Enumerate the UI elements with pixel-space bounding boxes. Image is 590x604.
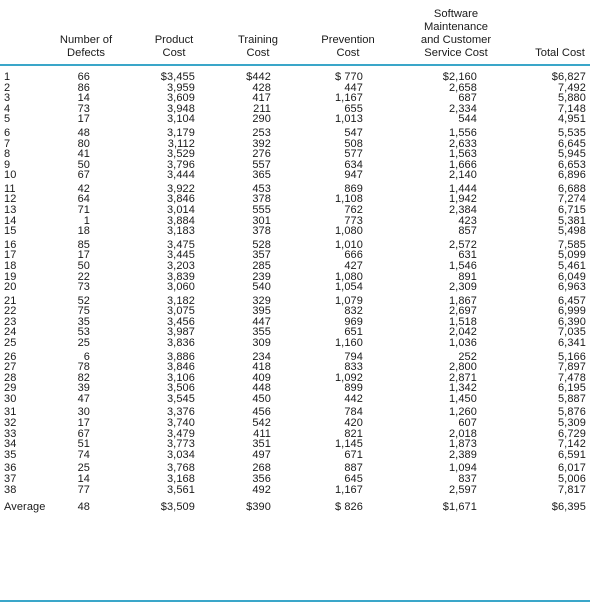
software-cost-cell: 891 <box>458 270 477 283</box>
total-cost-cell: 7,897 <box>557 361 586 374</box>
total-cost-cell: $6,827 <box>551 71 586 83</box>
prevention-cost-cell: 1,080 <box>334 225 363 238</box>
row-index: 23 <box>4 315 17 328</box>
software-cost-cell: 252 <box>458 350 477 363</box>
prevention-cost-cell: 442 <box>344 392 363 405</box>
header-line: Cost <box>246 47 270 59</box>
prevention-cost-cell: 821 <box>344 427 363 440</box>
row-index: 20 <box>4 281 17 294</box>
row-index: 32 <box>4 417 17 429</box>
prevention-cost-cell: 1,167 <box>334 92 363 105</box>
prevention-cost-cell: 671 <box>344 448 363 461</box>
training-cost-cell: 239 <box>252 270 271 283</box>
row-index: 4 <box>4 102 11 115</box>
row-index: 36 <box>4 462 17 475</box>
row-index: 15 <box>4 225 17 238</box>
defects-cell: 77 <box>77 483 90 496</box>
training-cost-cell: 290 <box>252 113 271 126</box>
total-cost-cell: 7,274 <box>557 193 586 206</box>
header-line: Training <box>237 34 278 46</box>
training-cost-cell: 492 <box>252 483 271 496</box>
product-cost-cell: 3,168 <box>166 472 195 485</box>
total-cost-cell: 5,887 <box>557 392 586 405</box>
header-software-cost <box>410 7 502 60</box>
row-index: 10 <box>4 169 17 182</box>
total-cost-cell: 7,035 <box>557 326 586 339</box>
row-index: 8 <box>4 148 11 161</box>
prevention-cost-cell: 645 <box>344 472 363 485</box>
training-cost-cell: 309 <box>252 337 271 349</box>
row-index: 22 <box>4 305 17 318</box>
prevention-cost-cell: 651 <box>344 326 363 339</box>
product-cost-cell: 3,182 <box>166 294 195 307</box>
training-cost-cell: 285 <box>252 259 271 272</box>
software-cost-cell: 2,658 <box>448 81 477 94</box>
total-cost-cell: 6,999 <box>557 305 586 318</box>
total-cost-cell: 5,006 <box>557 472 586 485</box>
product-cost-cell: 3,839 <box>166 270 195 283</box>
training-cost-cell: 378 <box>252 193 271 206</box>
total-cost-cell: 6,457 <box>557 294 586 307</box>
product-cost-cell: 3,773 <box>166 438 195 451</box>
defects-cell: 78 <box>77 361 90 374</box>
row-index: 5 <box>4 113 11 126</box>
defects-cell: 52 <box>77 294 90 307</box>
training-cost-cell: 557 <box>252 158 271 171</box>
product-cost-cell: 3,846 <box>166 193 195 206</box>
total-cost-cell: 5,461 <box>557 259 586 272</box>
training-cost-cell: 448 <box>252 382 271 395</box>
row-index: 2 <box>4 81 11 94</box>
total-cost-cell: 6,688 <box>557 182 586 195</box>
product-cost-cell: 3,014 <box>166 204 195 216</box>
row-index: 19 <box>4 270 17 283</box>
prevention-cost-cell: 833 <box>344 361 363 374</box>
total-cost-cell: 7,148 <box>557 102 586 115</box>
training-cost-cell: 456 <box>252 406 271 419</box>
product-cost-cell: 3,796 <box>166 158 195 171</box>
product-cost-cell: 3,740 <box>166 417 195 429</box>
prevention-cost-cell: 1,013 <box>334 113 363 126</box>
defects-cell: 47 <box>77 392 90 405</box>
defects-cell: 14 <box>77 92 90 105</box>
training-cost-cell: 450 <box>252 392 271 405</box>
prevention-cost-cell: 1,054 <box>334 281 363 294</box>
software-cost-cell: 2,800 <box>448 361 477 374</box>
defects-cell: 1 <box>83 214 90 227</box>
total-cost-cell: 7,817 <box>557 483 586 496</box>
row-index: 9 <box>4 158 11 171</box>
header-line: Number of <box>59 34 113 46</box>
row-index: 3 <box>4 92 11 105</box>
software-cost-cell: 1,094 <box>448 462 477 475</box>
defects-cell: 85 <box>77 238 90 251</box>
header-line: Cost <box>162 47 186 59</box>
defects-cell: 17 <box>77 249 90 262</box>
prevention-cost-cell: 1,092 <box>334 371 363 384</box>
prevention-cost-cell: 773 <box>344 214 363 227</box>
training-cost-cell: 411 <box>253 427 271 440</box>
total-cost-cell: 6,896 <box>557 169 586 182</box>
software-cost-cell: 2,384 <box>448 204 477 216</box>
defects-cell: 50 <box>77 259 90 272</box>
prevention-cost-cell: 762 <box>344 204 363 216</box>
training-cost-cell: 542 <box>252 417 271 429</box>
defects-cell: 71 <box>77 204 90 216</box>
prevention-cost-cell: 784 <box>344 406 363 419</box>
header-line: Service Cost <box>424 47 488 59</box>
software-cost-cell: 1,873 <box>448 438 477 451</box>
total-cost-cell: 6,017 <box>557 462 586 475</box>
header-line: Prevention <box>321 34 375 46</box>
software-cost-cell: 1,942 <box>448 193 477 206</box>
row-index: 37 <box>4 472 17 485</box>
row-index: 18 <box>4 259 17 272</box>
software-cost-cell: 2,140 <box>448 169 477 182</box>
training-cost-cell: 417 <box>252 92 271 105</box>
prevention-cost-cell: 666 <box>344 249 363 262</box>
total-cost-cell: 7,492 <box>557 81 586 94</box>
product-cost-cell: 3,922 <box>166 182 195 195</box>
total-cost-cell: 6,341 <box>557 337 586 349</box>
training-cost-cell: 395 <box>252 305 271 318</box>
header-defects <box>48 7 124 60</box>
product-cost-cell: 3,987 <box>166 326 195 339</box>
total-cost-cell: 6,963 <box>557 281 586 294</box>
training-cost-cell: 418 <box>252 361 271 374</box>
training-cost-cell: 356 <box>252 472 271 485</box>
defects-cell: 30 <box>77 406 90 419</box>
row-index: 7 <box>4 137 11 150</box>
product-cost-cell: $3,509 <box>160 501 195 513</box>
software-cost-cell: 631 <box>458 249 477 262</box>
software-cost-cell: 2,018 <box>448 427 477 440</box>
defects-cell: 82 <box>77 371 90 384</box>
product-cost-cell: 3,183 <box>166 225 195 238</box>
software-cost-cell: 1,260 <box>448 406 477 419</box>
defects-cell: 25 <box>77 337 90 349</box>
software-cost-cell: 687 <box>458 92 477 105</box>
software-cost-cell: 423 <box>458 214 477 227</box>
software-cost-cell: 607 <box>458 417 477 429</box>
product-cost-cell: 3,075 <box>166 305 195 318</box>
row-index: 16 <box>4 238 17 251</box>
prevention-cost-cell: 899 <box>344 382 363 395</box>
software-cost-cell: 2,334 <box>448 102 477 115</box>
total-cost-cell: 5,309 <box>557 417 586 429</box>
product-cost-cell: 3,203 <box>166 259 195 272</box>
prevention-cost-cell: 577 <box>344 148 363 161</box>
row-index: 30 <box>4 392 17 405</box>
row-index: Average <box>4 501 46 513</box>
defects-cell: 73 <box>77 281 90 294</box>
total-cost-cell: 5,945 <box>557 148 586 161</box>
product-cost-cell: 3,768 <box>166 462 195 475</box>
header-rule <box>0 64 590 66</box>
header-line: Maintenance <box>423 21 489 33</box>
defects-cell: 73 <box>77 102 90 115</box>
product-cost-cell: 3,034 <box>166 448 195 461</box>
product-cost-cell: 3,479 <box>166 427 195 440</box>
training-cost-cell: 268 <box>252 462 271 475</box>
software-cost-cell: 1,563 <box>448 148 477 161</box>
defects-cell: 25 <box>77 462 90 475</box>
total-cost-cell: 4,951 <box>557 113 586 126</box>
defects-cell: 6 <box>83 350 90 363</box>
prevention-cost-cell: 1,108 <box>334 193 363 206</box>
product-cost-cell: 3,948 <box>166 102 195 115</box>
product-cost-cell: 3,886 <box>166 350 195 363</box>
defects-cell: 67 <box>77 427 90 440</box>
defects-cell: 42 <box>77 182 90 195</box>
software-cost-cell: 2,572 <box>448 238 477 251</box>
product-cost-cell: 3,884 <box>166 214 195 227</box>
training-cost-cell: 392 <box>252 137 271 150</box>
product-cost-cell: 3,104 <box>166 113 195 126</box>
total-cost-cell: 6,715 <box>557 204 586 216</box>
product-cost-cell: 3,846 <box>166 361 195 374</box>
defects-cell: 66 <box>77 71 90 83</box>
row-index: 12 <box>4 193 17 206</box>
training-cost-cell: 409 <box>252 371 271 384</box>
defects-cell: 51 <box>77 438 90 451</box>
prevention-cost-cell: 547 <box>344 126 363 139</box>
header-total-cost <box>530 7 590 60</box>
defects-cell: 17 <box>77 113 90 126</box>
product-cost-cell: 3,112 <box>167 137 195 150</box>
row-index: 38 <box>4 483 17 496</box>
product-cost-cell: 3,060 <box>166 281 195 294</box>
total-cost-cell: 5,166 <box>557 350 586 363</box>
training-cost-cell: 453 <box>252 182 271 195</box>
prevention-cost-cell: 832 <box>344 305 363 318</box>
software-cost-cell: $1,671 <box>442 501 477 513</box>
defects-cell: 39 <box>77 382 90 395</box>
total-cost-cell: 5,880 <box>557 92 586 105</box>
software-cost-cell: 1,342 <box>448 382 477 395</box>
product-cost-cell: 3,836 <box>166 337 195 349</box>
training-cost-cell: 351 <box>252 438 271 451</box>
header-line: Defects <box>67 47 105 59</box>
total-cost-cell: 7,142 <box>557 438 586 451</box>
defects-cell: 80 <box>77 137 90 150</box>
product-cost-cell: 3,959 <box>166 81 195 94</box>
training-cost-cell: 301 <box>252 214 271 227</box>
defects-cell: 17 <box>77 417 90 429</box>
software-cost-cell: 1,036 <box>448 337 477 349</box>
training-cost-cell: 329 <box>252 294 271 307</box>
defects-cell: 48 <box>77 501 90 513</box>
total-cost-cell: 7,585 <box>557 238 586 251</box>
training-cost-cell: 555 <box>252 204 271 216</box>
total-cost-cell: 5,099 <box>557 249 586 262</box>
prevention-cost-cell: 1,010 <box>334 238 363 251</box>
defects-cell: 22 <box>77 270 90 283</box>
product-cost-cell: 3,106 <box>166 371 195 384</box>
software-cost-cell: 1,546 <box>448 259 477 272</box>
row-index: 31 <box>4 406 17 419</box>
software-cost-cell: 1,450 <box>448 392 477 405</box>
prevention-cost-cell: 947 <box>344 169 363 182</box>
row-index: 21 <box>4 294 17 307</box>
product-cost-cell: 3,445 <box>166 249 195 262</box>
training-cost-cell: 357 <box>252 249 271 262</box>
row-index: 1 <box>4 71 11 83</box>
product-cost-cell: 3,561 <box>166 483 195 496</box>
training-cost-cell: 276 <box>252 148 271 161</box>
training-cost-cell: 447 <box>252 315 271 328</box>
product-cost-cell: 3,506 <box>166 382 195 395</box>
header-line: Cost <box>336 47 360 59</box>
product-cost-cell: 3,609 <box>166 92 195 105</box>
row-index: 29 <box>4 382 17 395</box>
total-cost-cell: 6,653 <box>557 158 586 171</box>
training-cost-cell: 365 <box>252 169 271 182</box>
software-cost-cell: 2,697 <box>448 305 477 318</box>
defects-cell: 41 <box>77 148 90 161</box>
product-cost-cell: $3,455 <box>160 71 195 83</box>
software-cost-cell: $2,160 <box>442 71 477 83</box>
row-index: 11 <box>4 182 16 195</box>
defects-cell: 67 <box>77 169 90 182</box>
header-training-cost <box>226 7 290 60</box>
prevention-cost-cell: 869 <box>344 182 363 195</box>
prevention-cost-cell: 427 <box>344 259 363 272</box>
prevention-cost-cell: 1,080 <box>334 270 363 283</box>
product-cost-cell: 3,179 <box>166 126 195 139</box>
row-index: 17 <box>4 249 17 262</box>
prevention-cost-cell: 1,167 <box>334 483 363 496</box>
product-cost-cell: 3,456 <box>166 315 195 328</box>
product-cost-cell: 3,444 <box>166 169 195 182</box>
software-cost-cell: 2,309 <box>448 281 477 294</box>
defects-cell: 18 <box>77 225 90 238</box>
header-prevention-cost <box>310 7 386 60</box>
prevention-cost-cell: 887 <box>344 462 363 475</box>
defects-cell: 53 <box>77 326 90 339</box>
training-cost-cell: 540 <box>252 281 271 294</box>
software-cost-cell: 837 <box>458 472 477 485</box>
software-cost-cell: 1,444 <box>448 182 477 195</box>
defects-cell: 50 <box>77 158 90 171</box>
defects-cell: 75 <box>77 305 90 318</box>
software-cost-cell: 1,518 <box>448 315 477 328</box>
prevention-cost-cell: 655 <box>344 102 363 115</box>
header-line: Product <box>154 34 194 46</box>
software-cost-cell: 1,867 <box>448 294 477 307</box>
training-cost-cell: 428 <box>252 81 271 94</box>
software-cost-cell: 544 <box>458 113 477 126</box>
header-line: and Customer <box>420 34 492 46</box>
total-cost-cell: 5,381 <box>557 214 586 227</box>
prevention-cost-cell: 508 <box>344 137 363 150</box>
total-cost-cell: 6,591 <box>557 448 586 461</box>
prevention-cost-cell: 1,160 <box>334 337 363 349</box>
software-cost-cell: 2,389 <box>448 448 477 461</box>
product-cost-cell: 3,529 <box>166 148 195 161</box>
training-cost-cell: $442 <box>246 71 271 83</box>
defects-cell: 64 <box>77 193 90 206</box>
defects-cell: 74 <box>77 448 90 461</box>
total-cost-cell: 5,535 <box>557 126 586 139</box>
total-cost-cell: 7,478 <box>557 371 586 384</box>
total-cost-cell: $6,395 <box>551 501 586 513</box>
prevention-cost-cell: 794 <box>344 350 363 363</box>
defects-cell: 86 <box>77 81 90 94</box>
row-index: 24 <box>4 326 17 339</box>
software-cost-cell: 2,597 <box>448 483 477 496</box>
training-cost-cell: 528 <box>252 238 271 251</box>
training-cost-cell: 378 <box>252 225 271 238</box>
row-index: 28 <box>4 371 17 384</box>
product-cost-cell: 3,475 <box>166 238 195 251</box>
defects-cell: 14 <box>77 472 90 485</box>
training-cost-cell: 211 <box>253 102 271 115</box>
total-cost-cell: 6,390 <box>557 315 586 328</box>
training-cost-cell: 253 <box>252 126 271 139</box>
prevention-cost-cell: 634 <box>344 158 363 171</box>
total-cost-cell: 5,498 <box>557 225 586 238</box>
training-cost-cell: 234 <box>252 350 271 363</box>
prevention-cost-cell: 1,079 <box>334 294 363 307</box>
row-index: 26 <box>4 350 17 363</box>
footer-rule <box>0 600 590 602</box>
row-index: 34 <box>4 438 17 451</box>
training-cost-cell: 497 <box>252 448 271 461</box>
header-line: Total Cost <box>535 47 585 59</box>
prevention-cost-cell: 969 <box>344 315 363 328</box>
software-cost-cell: 2,042 <box>448 326 477 339</box>
total-cost-cell: 6,195 <box>557 382 586 395</box>
prevention-cost-cell: 1,145 <box>334 438 363 451</box>
header-product-cost <box>140 7 208 60</box>
total-cost-cell: 6,049 <box>557 270 586 283</box>
defects-cell: 48 <box>77 126 90 139</box>
software-cost-cell: 1,556 <box>448 126 477 139</box>
product-cost-cell: 3,376 <box>166 406 195 419</box>
software-cost-cell: 2,871 <box>448 371 477 384</box>
training-cost-cell: 355 <box>252 326 271 339</box>
prevention-cost-cell: $ 826 <box>334 501 363 513</box>
header-line: Software <box>433 8 479 20</box>
row-index: 14 <box>4 214 17 227</box>
software-cost-cell: 1,666 <box>448 158 477 171</box>
row-index: 27 <box>4 361 17 374</box>
row-index: 35 <box>4 448 17 461</box>
row-index: 6 <box>4 126 11 139</box>
prevention-cost-cell: $ 770 <box>334 71 363 83</box>
training-cost-cell: $390 <box>246 501 271 513</box>
total-cost-cell: 6,729 <box>557 427 586 440</box>
row-index: 25 <box>4 337 17 349</box>
software-cost-cell: 857 <box>458 225 477 238</box>
defects-cell: 35 <box>77 315 90 328</box>
total-cost-cell: 5,876 <box>557 406 586 419</box>
row-index: 33 <box>4 427 17 440</box>
software-cost-cell: 2,633 <box>448 137 477 150</box>
prevention-cost-cell: 420 <box>344 417 363 429</box>
prevention-cost-cell: 447 <box>344 81 363 94</box>
product-cost-cell: 3,545 <box>166 392 195 405</box>
row-index: 13 <box>4 204 17 216</box>
total-cost-cell: 6,645 <box>557 137 586 150</box>
